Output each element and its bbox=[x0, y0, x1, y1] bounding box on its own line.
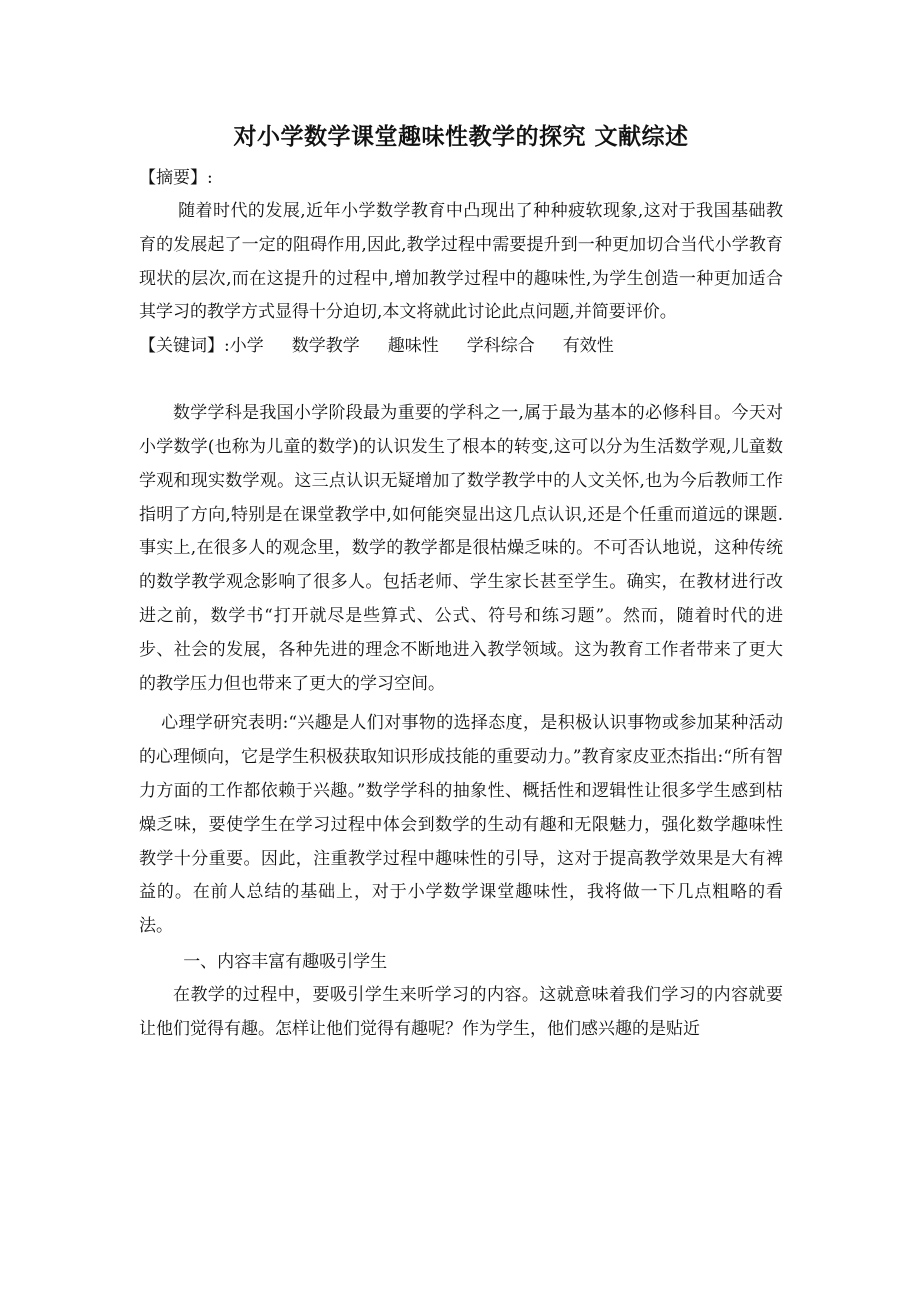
body-paragraph-2: 心理学研究表明:“兴趣是人们对事物的选择态度，是积极认识事物或参加某种活动的心理倾向，它是学生积极获取知识形成技能的重要动力。”教育家皮亚杰指出:“所有智力方面的工作都依赖于兴趣。”数学学科的抽象性、概括性和逻辑性让很多学生感到枯燥乏味，要使学生在学习过程中体会到数学的生动有趣和无限魅力，强化数学趣味性教学十分重要。因此，注重教学过程中趣味性的引导，这对于提高教学效果是大有裨益的。在前人总结的基础上，对于小学数学课堂趣味性，我将做一下几点粗略的看法。 bbox=[139, 713, 783, 937]
keywords-line bbox=[139, 330, 783, 363]
abstract-label: 【摘要】: bbox=[139, 168, 213, 188]
document-title: 对小学数学课堂趣味性教学的探究 文献综述 bbox=[233, 124, 689, 150]
keyword-item: 数学教学 bbox=[291, 336, 360, 357]
section-heading: 一、内容丰富有趣吸引学生 bbox=[183, 951, 388, 972]
document-body bbox=[139, 118, 783, 1047]
keyword-item: 小学 bbox=[229, 336, 264, 357]
body-paragraph-1: 数学学科是我国小学阶段最为重要的学科之一,属于最为基本的必修科目。今天对小学数学(也称为儿童的数学)的认识发生了根本的转变,这可以分为生活数学观,儿童数学观和现实数学观。这三点认识无疑增加了数学教学中的人文关怀,也为今后教师工作指明了方向,特别是在课堂教学中,如何能突显出这几点认识,还是个任重而道远的课题.事实上,在很多人的观念里，数学的教学都是很枯燥乏味的。不可否认地说，这种传统的数学教学观念影响了很多人。包括老师、学生家长甚至学生。确实，在教材进行改进之前，数学书“打开就尽是些算式、公式、符号和练习题”。然而，随着时代的进步、社会的发展，各种先进的理念不断地进入教学领域。这为教育工作者带来了更大的教学压力但也带来了更大的学习空间。 bbox=[139, 403, 783, 694]
keyword-item: 学科综合 bbox=[466, 336, 535, 357]
keyword-item: 趣味性 bbox=[387, 336, 439, 357]
keywords-label: 【关键词】: bbox=[139, 336, 230, 357]
abstract-text: 随着时代的发展,近年小学数学教育中凸现出了种种疲软现象,这对于我国基础教育的发展起了一定的阻碍作用,因此,教学过程中需要提升到一种更加切合当代小学教育现状的层次,而在这提升的过程中,增加教学过程中的趣味性,为学生创造一种更加适合其学习的教学方式显得十分迫切,本文将就此讨论此点问题,并简要评价。 bbox=[139, 201, 783, 323]
blank-line bbox=[139, 363, 783, 397]
keyword-item: 有效性 bbox=[562, 336, 614, 357]
body-paragraph-3: 在教学的过程中，要吸引学生来听学习的内容。这就意味着我们学习的内容就要让他们觉得有趣。怎样让他们觉得有趣呢？作为学生，他们感兴趣的是贴近 bbox=[139, 984, 783, 1039]
